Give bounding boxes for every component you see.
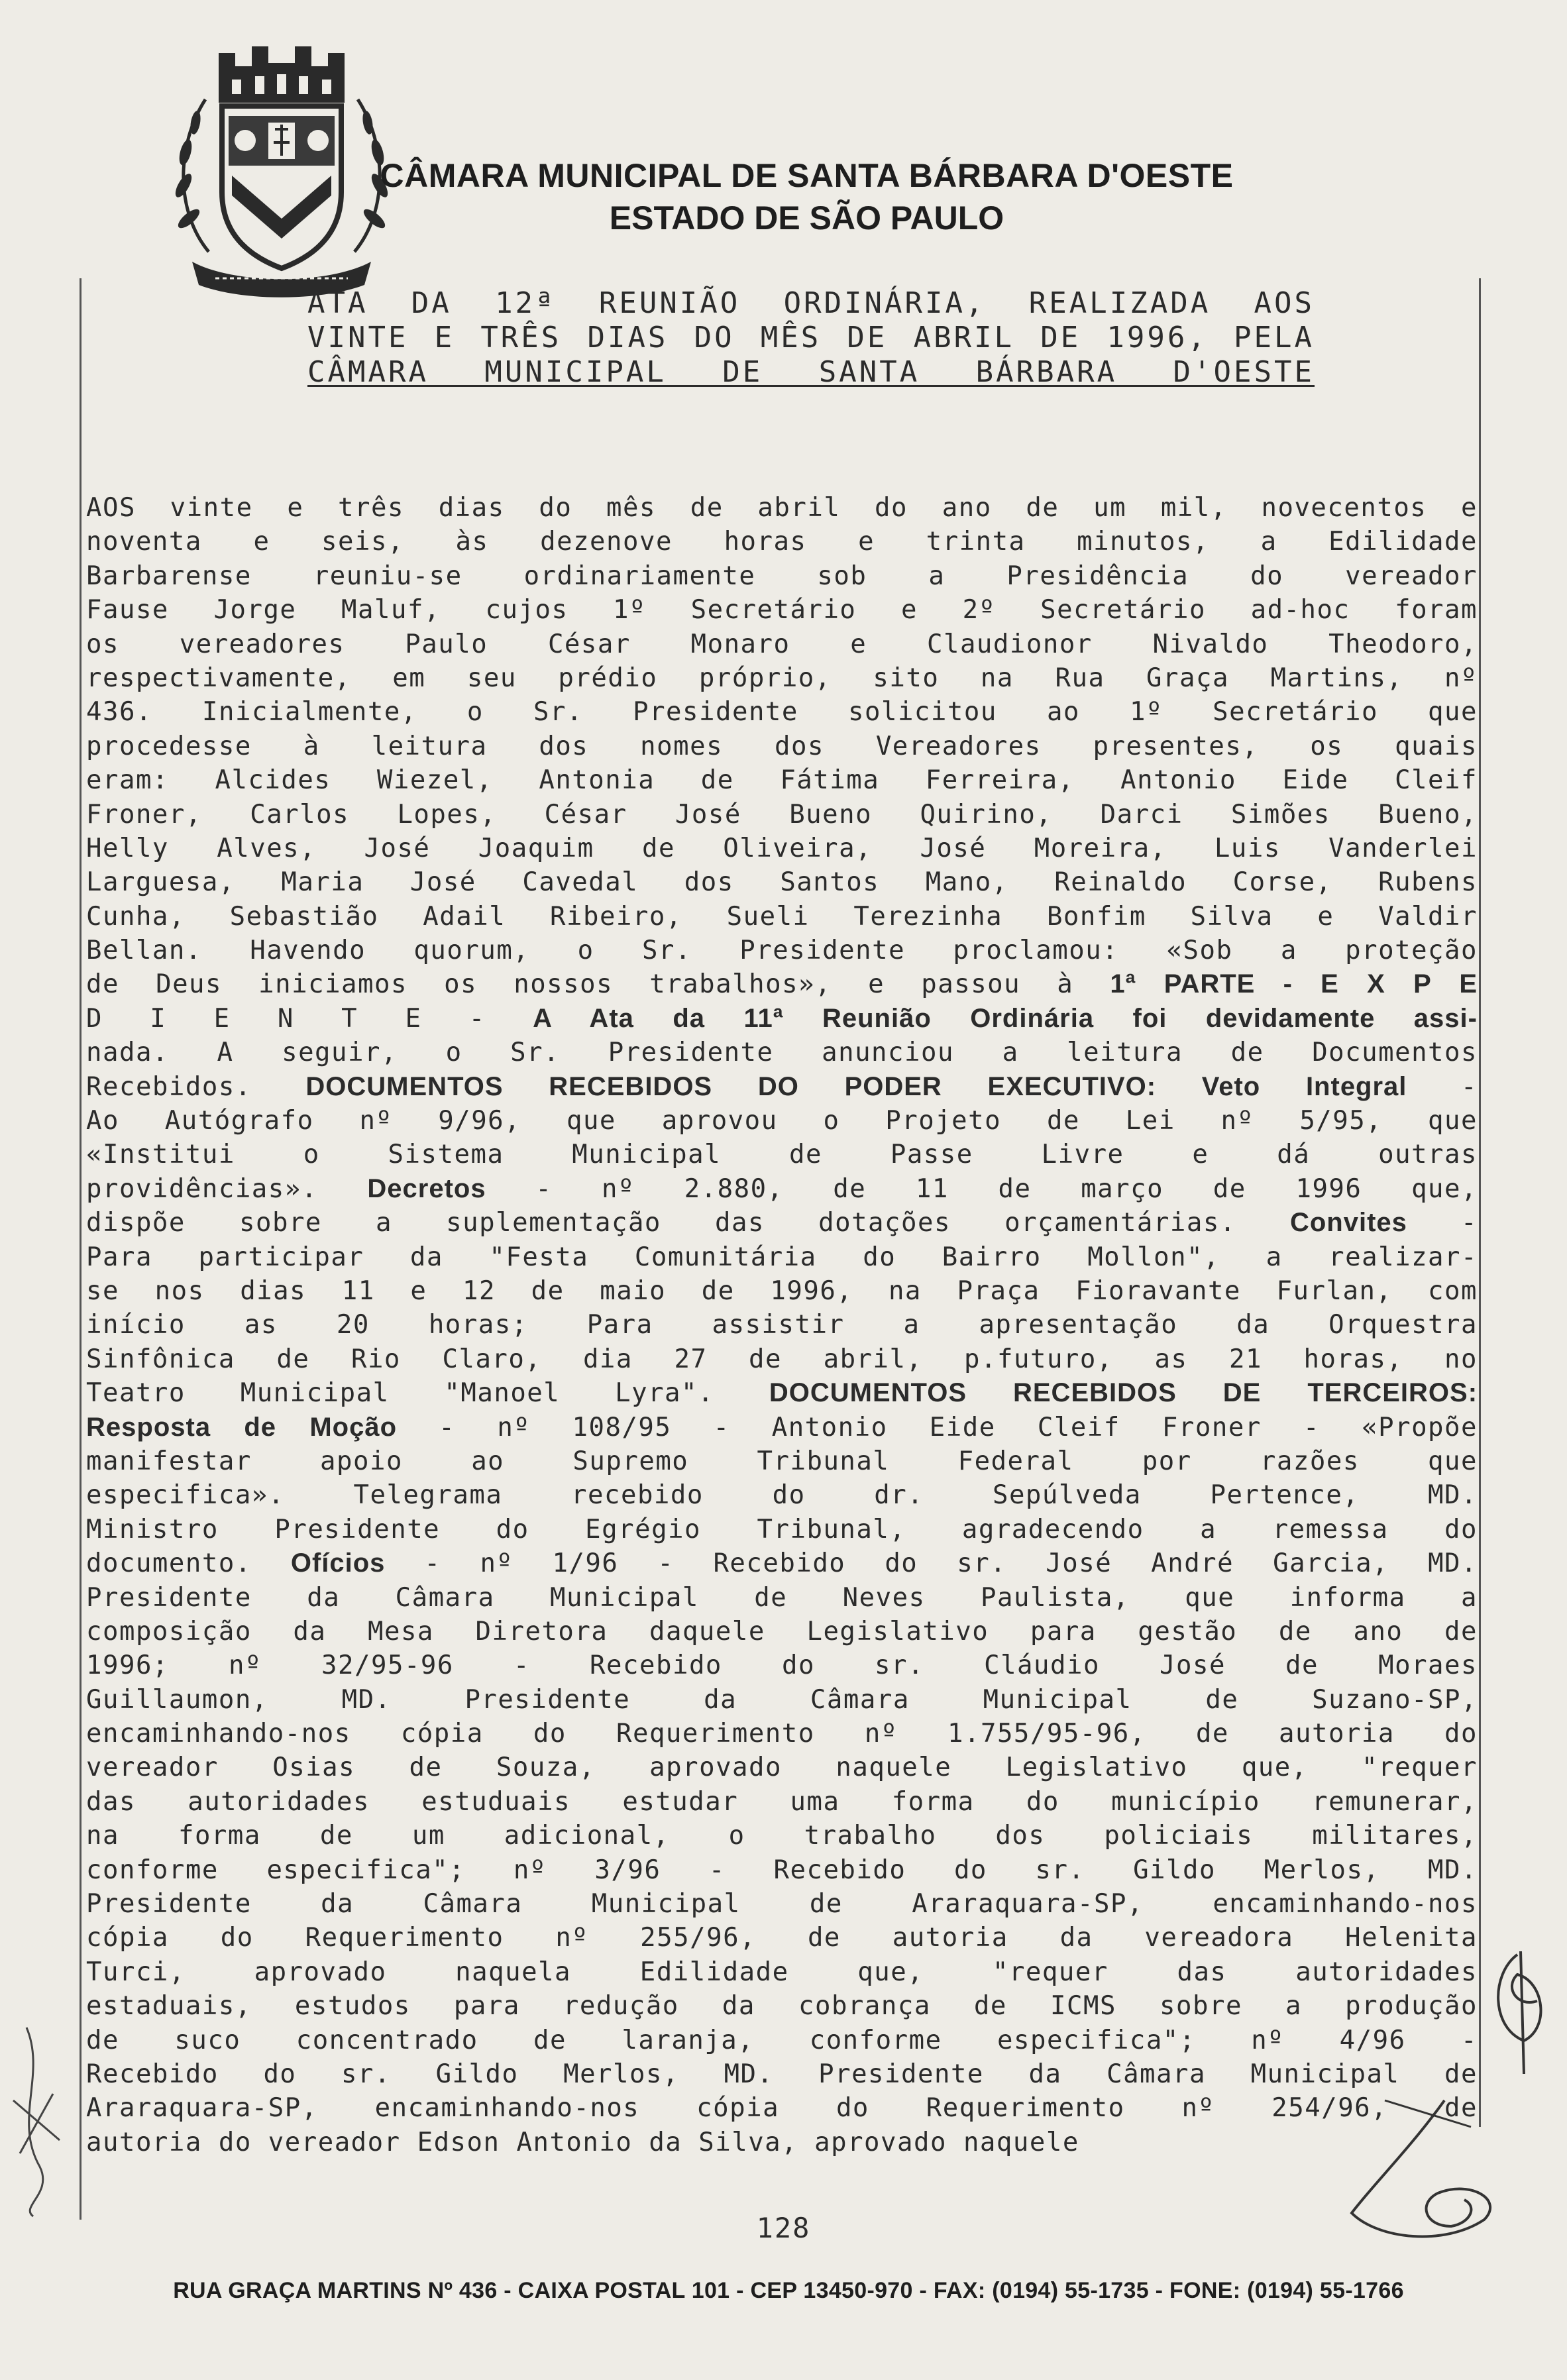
body-text-segment: Fause Jorge Maluf, cujos 1º Secretário e 2º Secretário ad-hoc foram <box>86 595 1478 625</box>
body-text-segment: - <box>1407 1071 1478 1102</box>
page-number: 128 <box>756 2212 811 2244</box>
body-line <box>86 593 1478 627</box>
body-line <box>86 2057 1478 2091</box>
body-line <box>86 1717 1478 1751</box>
body-text-segment: Bellan. Havendo quorum, o Sr. Presidente proclamou: «Sob a proteção <box>86 936 1478 966</box>
body-text-segment: Froner, Carlos Lopes, César José Bueno Quirino, Darci Simões Bueno, <box>86 799 1478 830</box>
body-text-segment: Recebido do sr. Gildo Merlos, MD. Presidente da Câmara Municipal de <box>86 2059 1478 2089</box>
body-line <box>86 1172 1478 1206</box>
body-line <box>86 832 1478 865</box>
body-line <box>86 1070 1478 1104</box>
body-text-segment: 436. Inicialmente, o Sr. Presidente solicitou ao 1º Secretário que <box>86 697 1478 728</box>
body-line <box>86 1649 1478 1682</box>
body-line <box>86 1240 1478 1274</box>
body-text-segment: respectivamente, em seu prédio próprio, sito na Rua Graça Martins, nº <box>86 663 1478 693</box>
body-text-segment: - nº 2.880, de 11 de março de 1996 que, <box>486 1173 1478 1204</box>
body-line <box>86 627 1478 661</box>
minutes-title <box>307 286 1315 390</box>
body-text-segment: 1996; nº 32/95-96 - Recebido do sr. Cláudio José de Moraes <box>86 1650 1478 1681</box>
body-text-segment: na forma de um adicional, o trabalho dos policiais militares, <box>86 1821 1478 1851</box>
body-line <box>86 1411 1478 1444</box>
body-text-segment: autoria do vereador Edson Antonio da Silva, aprovado naquele <box>86 2127 1079 2157</box>
body-line <box>86 1376 1478 1410</box>
body-line <box>86 1002 1478 1036</box>
body-text-segment: os vereadores Paulo César Monaro e Claudionor Nivaldo Theodoro, <box>86 629 1478 659</box>
body-text-segment: eram: Alcides Wiezel, Antonia de Fátima Ferreira, Antonio Eide Cleif <box>86 765 1478 796</box>
body-text-segment: noventa e seis, às dezenove horas e trinta minutos, a Edilidade <box>86 527 1478 557</box>
body-text-segment: Presidente da Câmara Municipal de Neves Paulista, que informa a <box>86 1582 1478 1613</box>
body-line <box>86 730 1478 763</box>
body-line <box>86 1036 1478 1069</box>
body-text-segment: início as 20 horas; Para assistir a apresentação da Orquestra <box>86 1310 1478 1340</box>
body-text-segment: Larguesa, Maria José Cavedal dos Santos Mano, Reinaldo Corse, Rubens <box>86 867 1478 898</box>
body-text-segment: Sinfônica de Rio Claro, dia 27 de abril, p.futuro, as 21 horas, no <box>86 1344 1478 1374</box>
body-line <box>86 1444 1478 1478</box>
body-text-segment: «Institui o Sistema Municipal de Passe Livre e dá outras <box>86 1140 1478 1170</box>
bold-heading-text: DOCUMENTOS RECEBIDOS DE TERCEIROS: <box>769 1378 1478 1408</box>
body-line <box>86 900 1478 934</box>
body-line <box>86 1785 1478 1819</box>
body-line <box>86 2024 1478 2057</box>
body-text-segment: estaduais, estudos para redução da cobrança de ICMS sobre a produção <box>86 1991 1478 2022</box>
body-text-segment: Helly Alves, José Joaquim de Oliveira, José Moreira, Luis Vanderlei <box>86 833 1478 863</box>
organization-state: ESTADO DE SÃO PAULO <box>609 199 1004 237</box>
body-text-segment: AOS vinte e três dias do mês de abril do ano de um mil, novecentos e <box>86 493 1478 523</box>
body-text-segment: Ministro Presidente do Egrégio Tribunal, agradecendo a remessa do <box>86 1514 1478 1544</box>
body-text-segment: manifestar apoio ao Supremo Tribunal Federal por razões que <box>86 1446 1478 1476</box>
body-line <box>86 559 1478 593</box>
body-line <box>86 2126 1478 2159</box>
body-text-segment: Guillaumon, MD. Presidente da Câmara Municipal de Suzano-SP, <box>86 1684 1478 1715</box>
body-text-segment: dispõe sobre a suplementação das dotações orçamentárias. <box>86 1208 1290 1238</box>
body-line <box>86 865 1478 899</box>
body-line <box>86 1104 1478 1138</box>
body-line <box>86 763 1478 797</box>
body-text-segment: providências». <box>86 1173 368 1204</box>
body-line <box>86 1751 1478 1784</box>
body-line <box>86 1887 1478 1921</box>
minutes-body-text <box>86 491 1478 2159</box>
body-line <box>86 661 1478 695</box>
body-line <box>86 1513 1478 1546</box>
right-margin-line <box>1479 278 1481 2127</box>
title-line: CÂMARA MUNICIPAL DE SANTA BÁRBARA D'OESTE <box>307 355 1315 389</box>
body-line <box>86 2091 1478 2125</box>
bold-heading-text: Convites <box>1289 1208 1407 1238</box>
body-line <box>86 1989 1478 2023</box>
bold-heading-text: DOCUMENTOS RECEBIDOS DO PODER EXECUTIVO: Veto Integral <box>305 1071 1407 1101</box>
handwritten-margin-mark-icon <box>7 2021 86 2220</box>
handwritten-initial-icon <box>1478 1948 1564 2081</box>
body-text-segment: cópia do Requerimento nº 255/96, de autoria da vereadora Helenita <box>86 1923 1478 1953</box>
body-text-segment: composição da Mesa Diretora daquele Legislativo para gestão de ano de <box>86 1616 1478 1647</box>
title-line: ATA DA 12ª REUNIÃO ORDINÁRIA, REALIZADA AOS <box>307 286 1315 320</box>
letterhead-footer: RUA GRAÇA MARTINS Nº 436 - CAIXA POSTAL 101 - CEP 13450-970 - FAX: (0194) 55-1735 - FONE: (0194) 55-1766 <box>173 2278 1404 2303</box>
body-text-segment: D I E N T E - <box>86 1003 533 1034</box>
body-text-segment: documento. <box>86 1548 291 1579</box>
body-line <box>86 1274 1478 1308</box>
body-line <box>86 1683 1478 1717</box>
body-line <box>86 1206 1478 1240</box>
body-line <box>86 798 1478 832</box>
body-text-segment: de suco concentrado de laranja, conforme especifica"; nº 4/96 - <box>86 2025 1478 2055</box>
body-line <box>86 934 1478 967</box>
body-text-segment: de Deus iniciamos os nossos trabalhos», e passou à <box>86 969 1110 1000</box>
body-line <box>86 491 1478 525</box>
body-text-segment: - nº 108/95 - Antonio Eide Cleif Froner - «Propõe <box>397 1412 1478 1442</box>
body-line <box>86 1138 1478 1171</box>
body-text-segment: conforme especifica"; nº 3/96 - Recebido do sr. Gildo Merlos, MD. <box>86 1855 1478 1885</box>
body-line <box>86 1819 1478 1853</box>
body-line <box>86 1478 1478 1512</box>
body-text-segment: Recebidos. <box>86 1071 306 1102</box>
body-text-segment: Araraquara-SP, encaminhando-nos cópia do Requerimento nº 254/96, de <box>86 2093 1478 2124</box>
body-line <box>86 1308 1478 1342</box>
body-text-segment: vereador Osias de Souza, aprovado naquele Legislativo que, "requer <box>86 1753 1478 1783</box>
bold-heading-text: A Ata da 11ª Reunião Ordinária foi devidamente assi- <box>533 1003 1478 1033</box>
body-text-segment: - <box>1407 1208 1478 1238</box>
body-text-segment: se nos dias 11 e 12 de maio de 1996, na Praça Fioravante Furlan, com <box>86 1275 1478 1306</box>
body-text-segment: Teatro Municipal "Manoel Lyra". <box>86 1378 769 1409</box>
body-text-segment: Presidente da Câmara Municipal de Araraquara-SP, encaminhando-nos <box>86 1889 1478 1920</box>
body-line <box>86 695 1478 729</box>
body-text-segment: Barbarense reuniu-se ordinariamente sob a Presidência do vereador <box>86 561 1478 591</box>
left-margin-line <box>80 278 81 2220</box>
body-text-segment: Para participar da "Festa Comunitária do Bairro Mollon", a realizar- <box>86 1242 1478 1272</box>
bold-heading-text: 1ª PARTE - E X P E <box>1110 969 1478 999</box>
body-text-segment: Ao Autógrafo nº 9/96, que aprovou o Projeto de Lei nº 5/95, que <box>86 1106 1478 1136</box>
bold-heading-text: Decretos <box>367 1173 486 1203</box>
bold-heading-text: Resposta de Moção <box>86 1412 398 1442</box>
body-line <box>86 1853 1478 1887</box>
body-line <box>86 525 1478 559</box>
body-text-segment: - nº 1/96 - Recebido do sr. José André Garcia, MD. <box>385 1548 1478 1579</box>
body-text-segment: encaminhando-nos cópia do Requerimento nº 1.755/95-96, de autoria do <box>86 1719 1478 1749</box>
body-line <box>86 1955 1478 1989</box>
body-line <box>86 967 1478 1001</box>
body-line <box>86 1921 1478 1955</box>
body-text-segment: nada. A seguir, o Sr. Presidente anunciou a leitura de Documentos <box>86 1038 1478 1068</box>
body-line <box>86 1581 1478 1615</box>
body-text-segment: Turci, aprovado naquela Edilidade que, "requer das autoridades <box>86 1957 1478 1987</box>
body-text-segment: Cunha, Sebastião Adail Ribeiro, Sueli Terezinha Bonfim Silva e Valdir <box>86 901 1478 932</box>
handwritten-signature-icon <box>1312 2087 1511 2259</box>
body-line <box>86 1615 1478 1649</box>
body-line <box>86 1546 1478 1580</box>
title-line: VINTE E TRÊS DIAS DO MÊS DE ABRIL DE 1996, PELA <box>307 321 1315 354</box>
body-text-segment: especifica». Telegrama recebido do dr. Sepúlveda Pertence, MD. <box>86 1480 1478 1511</box>
body-text-segment: procedesse à leitura dos nomes dos Vereadores presentes, os quais <box>86 731 1478 761</box>
bold-heading-text: Ofícios <box>290 1548 386 1578</box>
body-text-segment: das autoridades estuduais estudar uma forma do município remunerar, <box>86 1786 1478 1817</box>
organization-name: CÂMARA MUNICIPAL DE SANTA BÁRBARA D'OESTE <box>380 157 1234 194</box>
body-line <box>86 1342 1478 1376</box>
